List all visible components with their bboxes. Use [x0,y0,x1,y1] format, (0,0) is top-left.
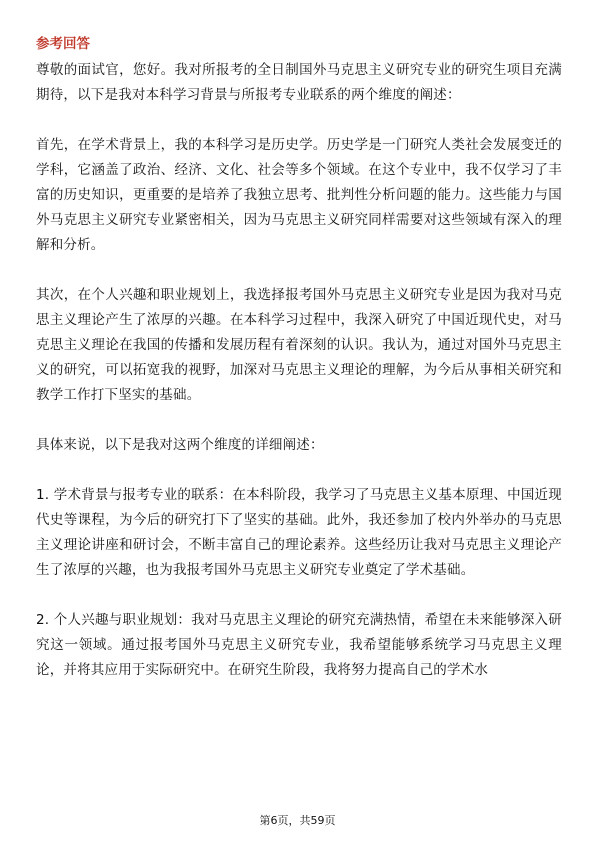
paragraph-greeting: 尊敬的面试官，您好。我对所报考的全日制国外马克思主义研究专业的研究生项目充满期待，以下是我对本科学习背景与所报考专业联系的两个维度的阐述： [36,62,562,103]
paragraph-gap [36,458,562,483]
paragraph-gap [36,583,562,608]
paragraph-academic-background: 首先，在学术背景上，我的本科学习是历史学。历史学是一门研究人类社会发展变迁的学科，它涵盖了政治、经济、文化、社会等多个领域。在这个专业中，我不仅学习了丰富的历史知识，更重要的是培养了我独立思考、批判性分析问题的能力。这些能力与国外马克思主义研究专业紧密相关，因为马克思主义研究同样需要对这些领域有深入的理解和分析。 [36,137,562,253]
paragraph-gap [36,258,562,283]
paragraph-gap [36,408,562,433]
paragraph-interest-career: 其次，在个人兴趣和职业规划上，我选择报考国外马克思主义研究专业是因为我对马克思主义理论产生了浓厚的兴趣。在本科学习过程中，我深入研究了中国近现代史，对马克思主义理论在我国的传播和发展历程有着深刻的认识。我认为，通过对国外马克思主义的研究，可以拓宽我的视野，加深对马克思主义理论的理解，为今后从事相关研究和教学工作打下坚实的基础。 [36,287,562,403]
page-number-footer: 第6页，共59页 [259,814,336,827]
document-page [36,34,562,683]
list-item-1: 1. 学术背景与报考专业的联系：在本科阶段，我学习了马克思主义基本原理、中国近现代史等课程，为今后的研究打下了坚实的基础。此外，我还参加了校内外举办的马克思主义理论讲座和研讨会，不断丰富自己的理论素养。这些经历让我对马克思主义理论产生了浓厚的兴趣，也为我报考国外马克思主义研究专业奠定了学术基础。 [36,487,562,578]
paragraph-gap [36,108,562,133]
answer-heading: 参考回答 [36,36,90,52]
list-item-2: 2. 个人兴趣与职业规划：我对马克思主义理论的研究充满热情，希望在未来能够深入研究这一领域。通过报考国外马克思主义研究专业，我希望能够系统学习马克思主义理论，并将其应用于实际研究中。在研究生阶段，我将努力提高自己的学术水 [36,612,562,678]
paragraph-intro-details: 具体来说，以下是我对这两个维度的详细阐述： [36,437,324,453]
